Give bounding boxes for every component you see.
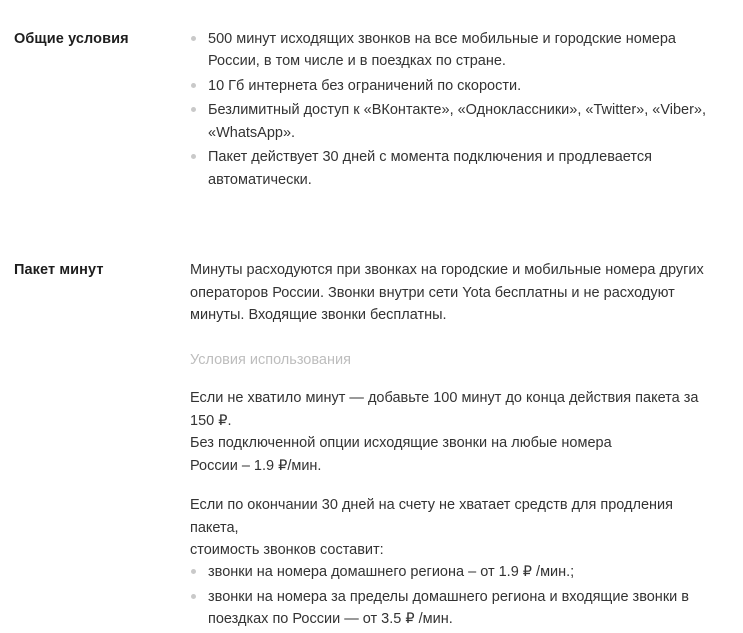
spacer [190, 371, 710, 387]
list-item: 10 Гб интернета без ограничений по скорости. [190, 75, 710, 97]
section-divider-space [14, 193, 725, 259]
minutes-intro-paragraph: Минуты расходуются при звонках на городские и мобильные номера других операторов России. Звонки внутри сети Yota бесплатны и не расходуют минуты. Входящие звонки бесплатны. [190, 262, 704, 324]
section-general-terms [14, 28, 725, 193]
list-item: звонки на номера за пределы домашнего региона и входящие звонки в поездках по России — от 3.5 ₽ /мин. [190, 586, 710, 631]
renewal-paragraph [190, 494, 710, 561]
extra-minutes-line-2: Без подключенной опции исходящие звонки на любые номера [190, 435, 612, 452]
call-rates-list [190, 561, 710, 630]
section-minutes-package [14, 259, 725, 633]
extra-minutes-line-3: России – 1.9 ₽/мин. [190, 457, 322, 474]
section-body-general-terms [190, 28, 710, 193]
list-item: 500 минут исходящих звонков на все мобильные и городские номера России, в том числе и в поездках по стране. [190, 28, 710, 73]
list-item: Пакет действует 30 дней с момента подключения и продлевается автоматически. [190, 146, 710, 191]
extra-minutes-line-1: Если не хватило минут — добавьте 100 минут до конца действия пакета за 150 ₽. [190, 390, 699, 429]
spacer [190, 477, 710, 494]
general-terms-list [190, 28, 710, 191]
usage-conditions-subheading: Условия использования [190, 351, 351, 368]
section-title-general-terms: Общие условия [14, 31, 129, 47]
spacer [190, 327, 710, 349]
renewal-line-1: Если по окончании 30 дней на счету не хватает средств для продления пакета, [190, 497, 673, 536]
extra-minutes-paragraph [190, 387, 710, 477]
renewal-line-2: стоимость звонков составит: [190, 541, 384, 558]
section-body-minutes-package [190, 259, 710, 633]
list-item: Безлимитный доступ к «ВКонтакте», «Одноклассники», «Twitter», «Viber», «WhatsApp». [190, 99, 710, 144]
list-item: звонки на номера домашнего региона – от 1.9 ₽ /мин.; [190, 561, 710, 583]
section-title-minutes-package: Пакет минут [14, 262, 104, 279]
